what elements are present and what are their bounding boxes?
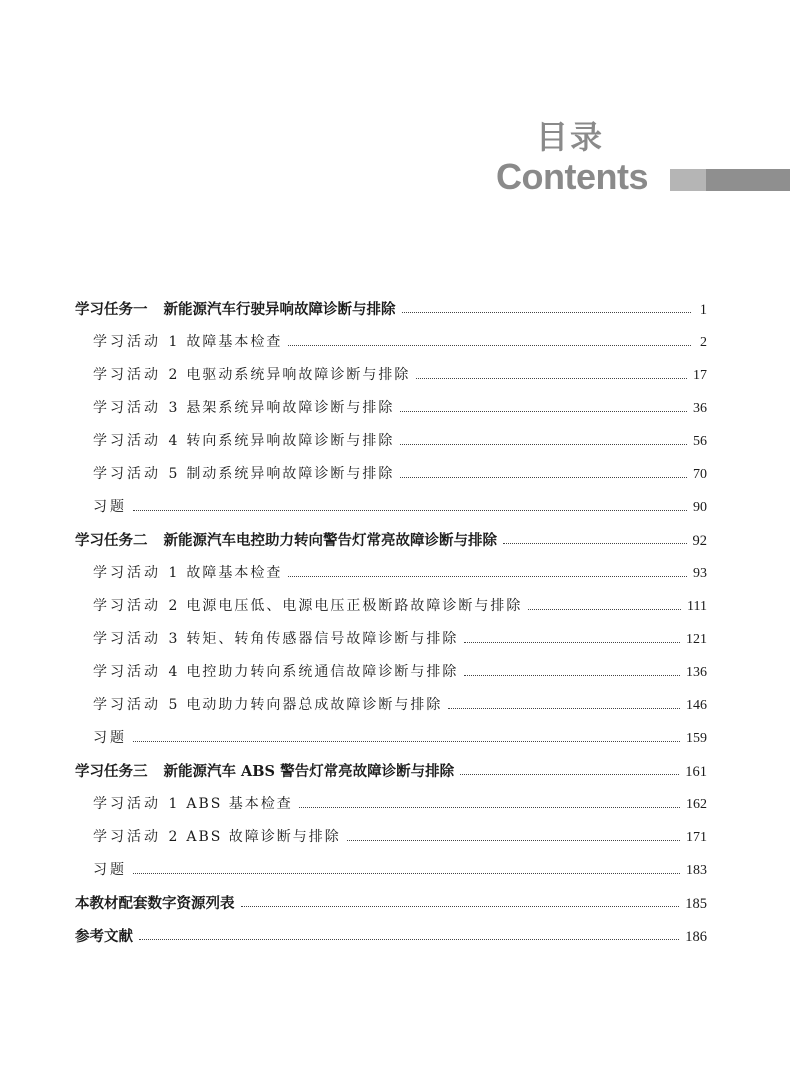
toc-entry-label: 学习活动 5 xyxy=(93,697,181,713)
toc-entry-title: 电驱动系统异响故障诊断与排除 xyxy=(186,367,411,383)
toc-entry-title: 电控助力转向系统通信故障诊断与排除 xyxy=(186,664,459,680)
toc-entry-label: 学习活动 2 xyxy=(93,367,181,383)
toc-entry-page-number: 111 xyxy=(687,599,707,614)
toc-entry-label: 参考文献 xyxy=(75,928,133,945)
toc-entry-title: 电动助力转向器总成故障诊断与排除 xyxy=(186,697,443,713)
toc-entry-label: 习题 xyxy=(93,862,127,878)
toc-entry-page-number: 161 xyxy=(685,764,707,780)
toc-entry-label: 学习活动 3 xyxy=(93,631,181,647)
toc-entry-label: 学习活动 3 xyxy=(93,400,181,416)
toc-entry-title: 转向系统异响故障诊断与排除 xyxy=(186,433,395,449)
toc-entry-page-number: 121 xyxy=(686,632,707,647)
toc-entry-title: ABS 基本检查 xyxy=(186,796,293,812)
toc-entry-page-number: 17 xyxy=(693,368,707,383)
toc-entry-page-number: 36 xyxy=(693,401,707,416)
toc-entry-page-number: 70 xyxy=(693,467,707,482)
dot-leader xyxy=(448,707,680,709)
dot-leader xyxy=(416,377,687,379)
toc-entry-title: 故障基本检查 xyxy=(186,565,283,581)
toc-entry-label: 学习活动 4 xyxy=(93,664,181,680)
toc-entry-page-number: 92 xyxy=(692,533,707,549)
toc-entry-label: 学习活动 2 xyxy=(93,598,181,614)
toc-entry-page-number: 186 xyxy=(685,929,707,945)
dot-leader xyxy=(528,608,681,610)
toc-entry-label: 学习活动 1 xyxy=(93,334,181,350)
toc-entry-activity[interactable] xyxy=(75,590,707,623)
toc-entry-label: 学习活动 2 xyxy=(93,829,181,845)
toc-entry-title: 制动系统异响故障诊断与排除 xyxy=(186,466,395,482)
toc-entry-page-number: 146 xyxy=(686,698,707,713)
toc-entry-page-number: 185 xyxy=(685,896,707,912)
toc-entry-label: 学习任务三 xyxy=(75,763,148,780)
toc-entry-title: 悬架系统异响故障诊断与排除 xyxy=(186,400,395,416)
toc-entry-label: 本教材配套数字资源列表 xyxy=(75,895,235,912)
dot-leader xyxy=(400,410,687,412)
toc-entry-label: 习题 xyxy=(93,730,127,746)
toc-entry-page-number: 93 xyxy=(693,566,707,581)
toc-entry-label: 学习任务一 xyxy=(75,301,148,318)
toc-entry-activity[interactable] xyxy=(75,425,707,458)
toc-entry-label: 习题 xyxy=(93,499,127,515)
dot-leader xyxy=(133,740,680,742)
toc-entry-title: 电源电压低、电源电压正极断路故障诊断与排除 xyxy=(186,598,523,614)
toc-entry-title: 转矩、转角传感器信号故障诊断与排除 xyxy=(186,631,459,647)
table-of-contents xyxy=(75,293,707,953)
page-title: 目录 xyxy=(535,118,604,156)
toc-entry-label: 学习任务二 xyxy=(75,532,148,549)
toc-entry-title: 故障基本检查 xyxy=(186,334,283,350)
toc-entry-activity[interactable] xyxy=(75,623,707,656)
toc-entry-title: 新能源汽车电控助力转向警告灯常亮故障诊断与排除 xyxy=(163,532,497,549)
toc-entry-task[interactable] xyxy=(75,293,707,326)
toc-entry-activity[interactable] xyxy=(75,359,707,392)
toc-entry-page-number: 2 xyxy=(700,335,707,350)
dot-leader xyxy=(400,476,687,478)
dot-leader xyxy=(402,311,692,313)
dot-leader xyxy=(503,542,687,544)
toc-entry-activity[interactable] xyxy=(75,491,707,524)
dot-leader xyxy=(133,872,680,874)
toc-entry-task[interactable] xyxy=(75,755,707,788)
toc-entry-page-number: 90 xyxy=(693,500,707,515)
dot-leader xyxy=(288,575,687,577)
toc-entry-task[interactable] xyxy=(75,920,707,953)
toc-entry-activity[interactable] xyxy=(75,656,707,689)
toc-entry-page-number: 159 xyxy=(686,731,707,746)
dot-leader xyxy=(133,509,687,511)
toc-entry-activity[interactable] xyxy=(75,821,707,854)
dot-leader xyxy=(139,938,679,940)
toc-entry-page-number: 183 xyxy=(686,863,707,878)
toc-entry-activity[interactable] xyxy=(75,458,707,491)
toc-entry-activity[interactable] xyxy=(75,788,707,821)
dot-leader xyxy=(288,344,691,346)
toc-entry-activity[interactable] xyxy=(75,722,707,755)
toc-entry-title: ABS 故障诊断与排除 xyxy=(186,829,341,845)
toc-entry-label: 学习活动 1 xyxy=(93,796,181,812)
toc-entry-activity[interactable] xyxy=(75,557,707,590)
toc-entry-title: 新能源汽车行驶异响故障诊断与排除 xyxy=(163,301,396,318)
toc-entry-activity[interactable] xyxy=(75,326,707,359)
dot-leader xyxy=(299,806,680,808)
dot-leader xyxy=(464,674,680,676)
toc-entry-activity[interactable] xyxy=(75,854,707,887)
toc-entry-page-number: 162 xyxy=(686,797,707,812)
toc-entry-task[interactable] xyxy=(75,524,707,557)
toc-entry-title: 新能源汽车 ABS 警告灯常亮故障诊断与排除 xyxy=(163,763,455,780)
toc-entry-task[interactable] xyxy=(75,887,707,920)
dot-leader xyxy=(241,905,680,907)
toc-entry-label: 学习活动 1 xyxy=(93,565,181,581)
header-decor-bar xyxy=(670,169,790,191)
dot-leader xyxy=(400,443,687,445)
dot-leader xyxy=(460,773,679,775)
page-subtitle: Contents xyxy=(496,156,648,197)
toc-entry-page-number: 56 xyxy=(693,434,707,449)
toc-entry-page-number: 136 xyxy=(686,665,707,680)
dot-leader xyxy=(347,839,680,841)
toc-entry-activity[interactable] xyxy=(75,392,707,425)
toc-entry-page-number: 171 xyxy=(686,830,707,845)
toc-entry-label: 学习活动 5 xyxy=(93,466,181,482)
dot-leader xyxy=(464,641,680,643)
toc-entry-activity[interactable] xyxy=(75,689,707,722)
toc-entry-page-number: 1 xyxy=(699,302,707,318)
toc-entry-label: 学习活动 4 xyxy=(93,433,181,449)
